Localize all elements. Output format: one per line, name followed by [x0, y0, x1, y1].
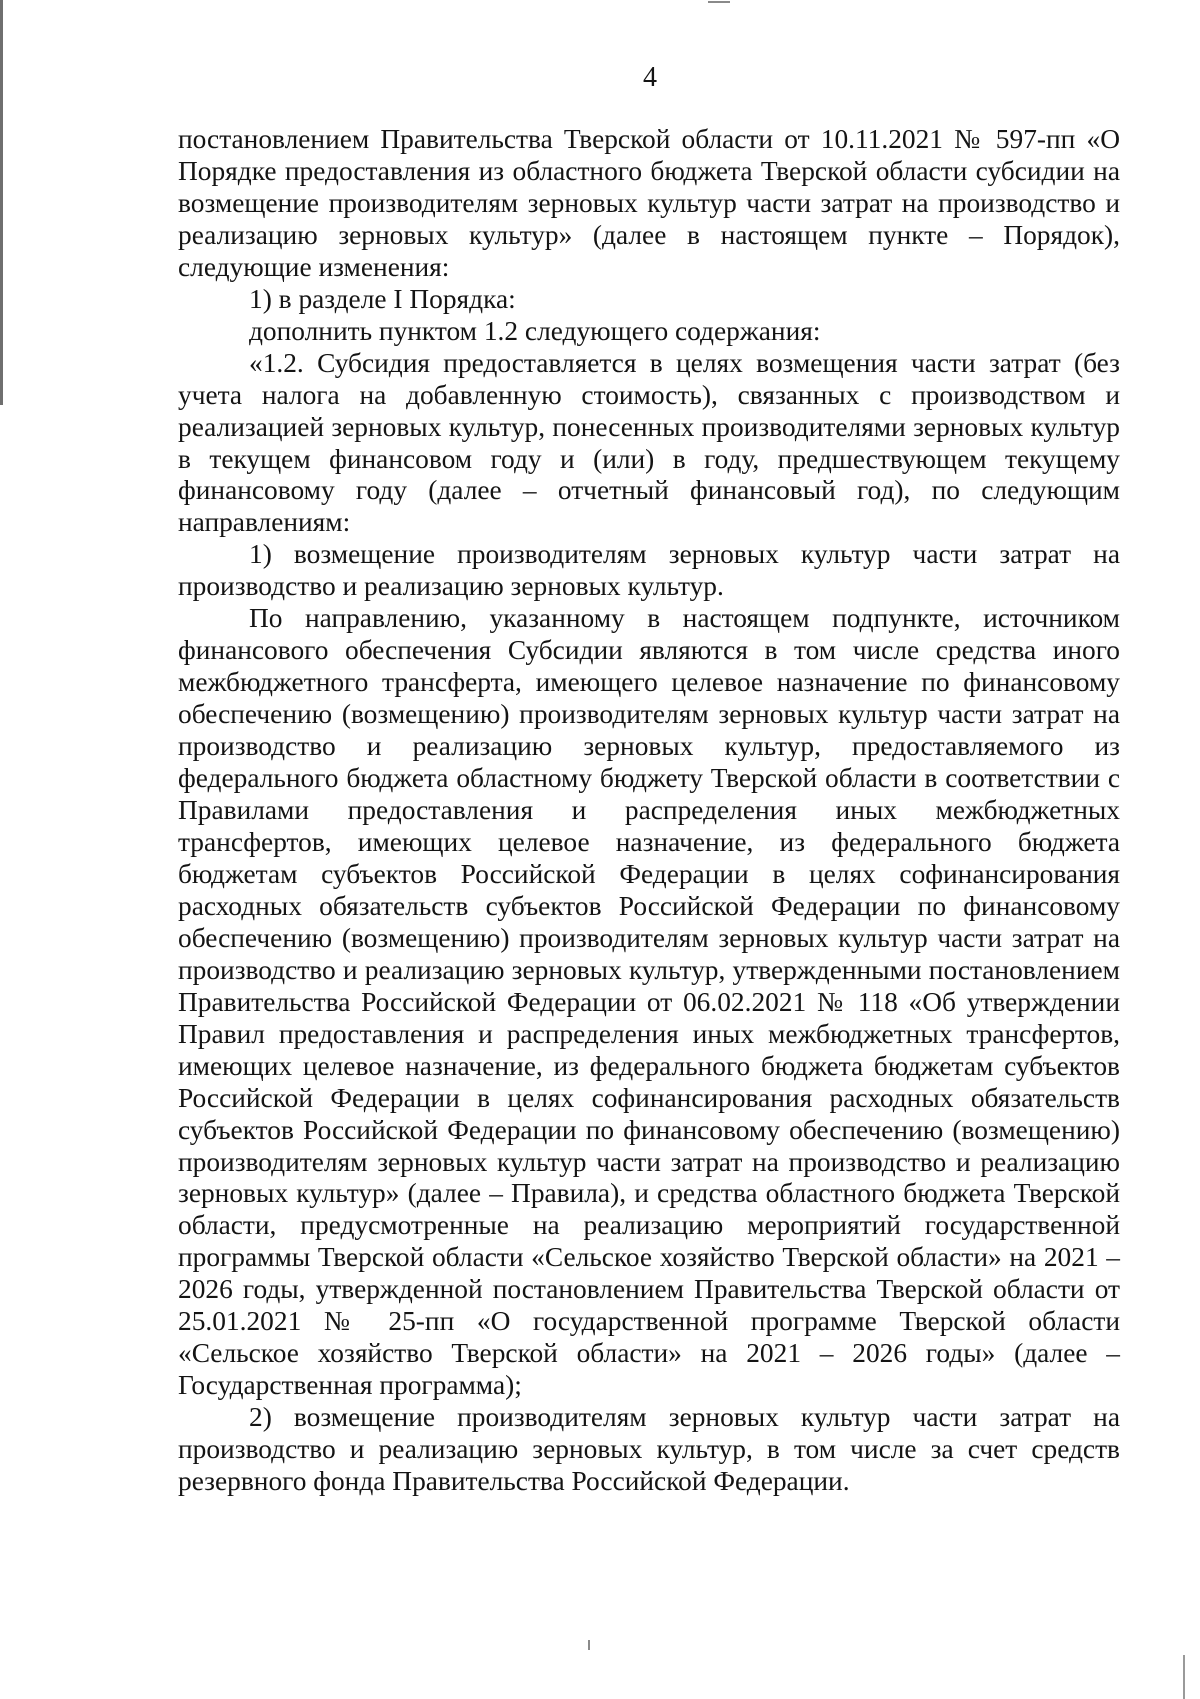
scan-speck [708, 1, 730, 3]
document-body [178, 124, 1120, 1498]
paragraph-funding-source: По направлению, указанному в настоящем подпункте, источником финансового обеспечения Субсидии являются в том числе средства иного межбюджетного трансферта, имеющего целевое назначение по финансовому обеспечению (возмещению) производителям зерновых культур части затрат на производство и реализацию зерновых культур, предоставляемого из федерального бюджета областному бюджету Тверской области в соответствии с Правилами предоставления и распределения иных межбюджетных трансфертов, имеющих целевое назначение, из федерального бюджета бюджетам субъектов Российской Федерации в целях софинансирования расходных обязательств субъектов Российской Федерации по финансовому обеспечению (возмещению) производителям зерновых культур части затрат на производство и реализацию зерновых культур, утвержденными постановлением Правительства Российской Федерации от 06.02.2021 № 118 «Об утверждении Правил предоставления и распределения иных межбюджетных трансфертов, имеющих целевое назначение, из федерального бюджета бюджетам субъектов Российской Федерации в целях софинансирования расходных обязательств субъектов Российской Федерации по финансовому обеспечению (возмещению) производителям зерновых культур части затрат на производство и реализацию зерновых культур» (далее – Правила), и средства областного бюджета Тверской области, предусмотренные на реализацию мероприятий государственной программы Тверской области «Сельское хозяйство Тверской области» на 2021 – 2026 годы, утвержденной постановлением Правительства Тверской области от 25.01.2021 № 25-пп «О государственной программе Тверской области «Сельское хозяйство Тверской области» на 2021 – 2026 годы» (далее – Государственная программа); [178, 603, 1120, 1401]
paragraph-clause-1-2: «1.2. Субсидия предоставляется в целях возмещения части затрат (без учета налога на добавленную стоимость), связанных с производством и реализацией зерновых культур, понесенных производителями зерновых культур в текущем финансовом году и (или) в году, предшествующем текущему финансовому году (далее – отчетный финансовый год), по следующим направлениям: [178, 347, 1120, 538]
paragraph-intro: постановлением Правительства Тверской области от 10.11.2021 № 597-пп «О Порядке предоставления из областного бюджета Тверской области субсидии на возмещение производителям зерновых культур части затрат на производство и реализацию зерновых культур» (далее в настоящем пункте – Порядок), следующие изменения: [178, 124, 1120, 282]
scan-speck [588, 1640, 590, 1650]
paragraph-direction-2: 2) возмещение производителям зерновых культур части затрат на производство и реализацию зерновых культур, в том числе за счет средств резервного фонда Правительства Российской Федерации. [178, 1402, 1120, 1497]
paragraph-section-one: 1) в разделе I Порядка: [249, 283, 516, 314]
page-number: 4 [643, 62, 657, 93]
paragraph-direction-1: 1) возмещение производителям зерновых культур части затрат на производство и реализацию зерновых культур. [178, 539, 1120, 602]
paragraph-add-clause: дополнить пунктом 1.2 следующего содержания: [249, 315, 821, 346]
scan-edge-bottom [1183, 1655, 1185, 1699]
scan-edge-left [0, 0, 3, 405]
